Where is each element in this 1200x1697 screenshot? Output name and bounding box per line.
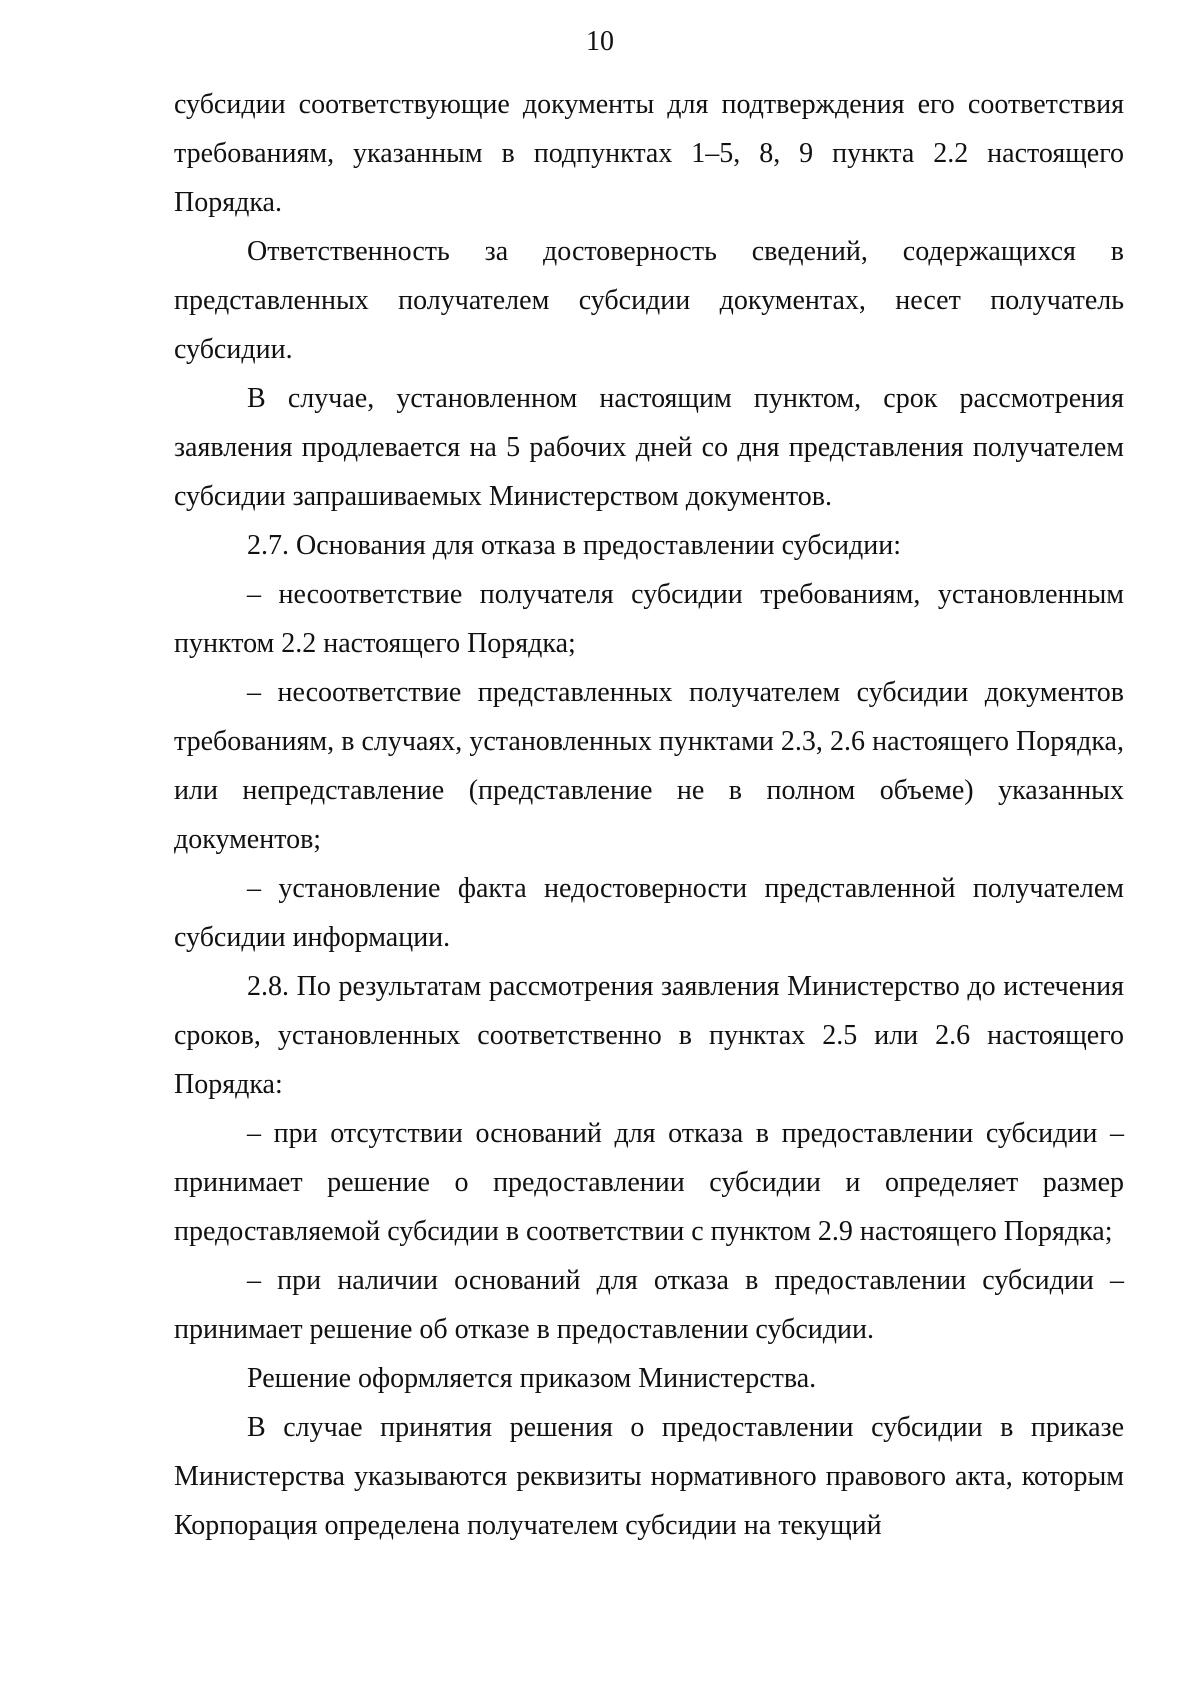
list-item-2-7-c: – установление факта недостоверности представленной получателем субсидии информации. bbox=[174, 873, 1124, 953]
paragraph-2-7-heading: 2.7. Основания для отказа в предоставлении субсидии: bbox=[247, 530, 902, 561]
document-body bbox=[174, 80, 1124, 1550]
paragraph-decision-details: В случае принятия решения о предоставлении субсидии в приказе Министерства указываются реквизиты нормативного правового акта, которым Корпорация определена получателем субсидии на текущий bbox=[174, 1412, 1124, 1541]
paragraph-2-8-heading: 2.8. По результатам рассмотрения заявления Министерство до истечения сроков, установленных соответственно в пунктах 2.5 или 2.6 настоящего Порядка: bbox=[174, 971, 1124, 1100]
list-item-2-7-a: – несоответствие получателя субсидии требованиям, установленным пунктом 2.2 настоящего Порядка; bbox=[174, 579, 1124, 659]
list-item-2-8-b: – при наличии оснований для отказа в предоставлении субсидии – принимает решение об отказе в предоставлении субсидии. bbox=[174, 1265, 1124, 1345]
list-item-2-7-b: – несоответствие представленных получателем субсидии документов требованиям, в случаях, установленных пунктами 2.3, 2.6 настоящего Порядка, или непредставление (представление не в полном объеме) указанных документов; bbox=[174, 677, 1124, 855]
paragraph-responsibility: Ответственность за достоверность сведений, содержащихся в представленных получателем субсидии документах, несет получатель субсидии. bbox=[174, 236, 1124, 365]
paragraph-decision-order: Решение оформляется приказом Министерства. bbox=[247, 1363, 817, 1394]
page-number: 10 bbox=[586, 26, 614, 57]
paragraph-continuation: субсидии соответствующие документы для подтверждения его соответствия требованиям, указанным в подпунктах 1–5, 8, 9 пункта 2.2 настоящего Порядка. bbox=[174, 89, 1124, 218]
list-item-2-8-a: – при отсутствии оснований для отказа в предоставлении субсидии – принимает решение о предоставлении субсидии и определяет размер предоставляемой субсидии в соответствии с пунктом 2.9 настоящего Порядка; bbox=[174, 1118, 1124, 1247]
paragraph-extension: В случае, установленном настоящим пунктом, срок рассмотрения заявления продлевается на 5 рабочих дней со дня представления получателем субсидии запрашиваемых Министерством документов. bbox=[174, 383, 1124, 512]
